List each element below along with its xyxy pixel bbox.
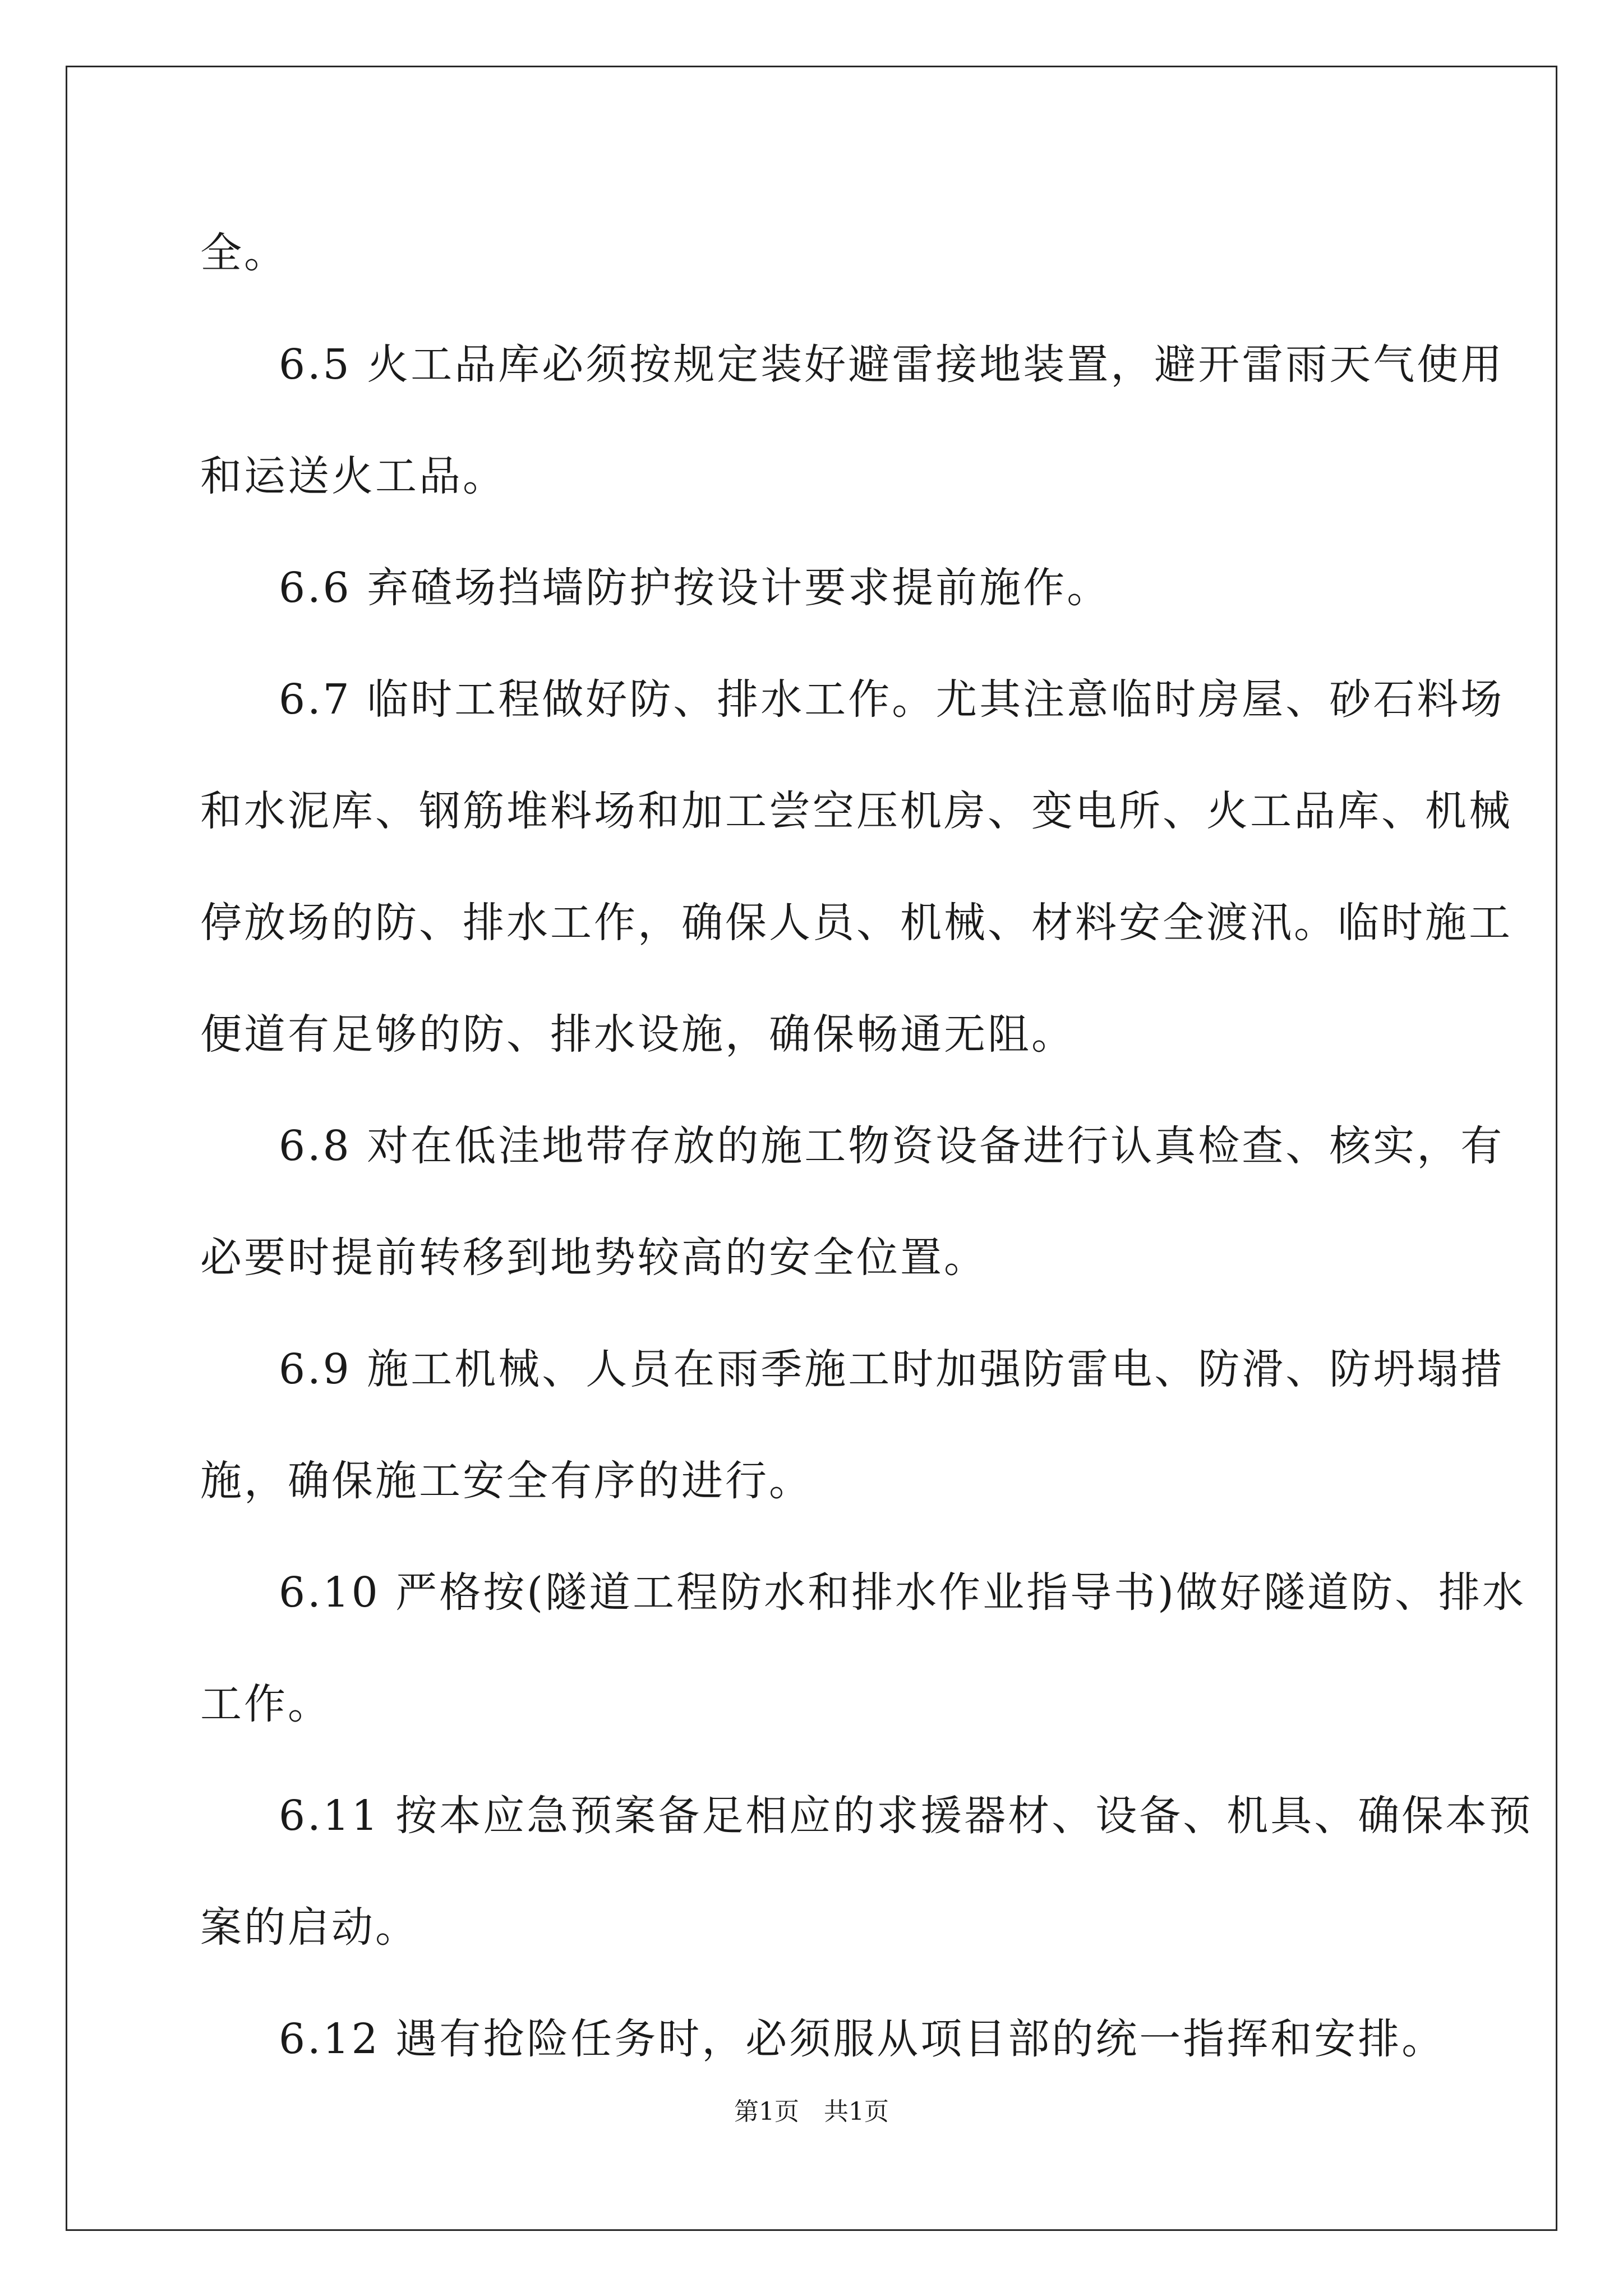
text-line: 6.7 临时工程做好防、排水工作。尤其注意临时房屋、砂石料场 [279,675,1505,724]
text-line: 6.5 火工品库必须按规定装好避雷接地装置，避开雷雨天气使用 [279,341,1505,389]
text-line: 6.9 施工机械、人员在雨季施工时加强防雷电、防滑、防坍塌措 [279,1345,1505,1393]
document-body [200,197,1533,2095]
text-line: 工作。 [200,1680,331,1728]
text-line: 和水泥库、钢筋堆料场和加工尝空压机房、变电所、火工品库、机械 [200,787,1513,835]
text-line: 6.10 严格按(隧道工程防水和排水作业指导书)做好隧道防、排水 [279,1568,1527,1617]
text-line: 施，确保施工安全有序的进行。 [200,1457,813,1505]
text-line: 和运送火工品。 [200,452,506,500]
text-line: 6.11 按本应急预案备足相应的求援器材、设备、机具、确保本预 [279,1792,1533,1840]
text-line: 必要时提前转移到地势较高的安全位置。 [200,1234,988,1282]
text-line: 6.6 弃碴场挡墙防护按设计要求提前施作。 [279,564,1111,612]
text-line: 停放场的防、排水工作，确保人员、机械、材料安全渡汛。临时施工 [200,899,1513,947]
text-line: 便道有足够的防、排水设施，确保畅通无阻。 [200,1010,1075,1059]
text-line: 全。 [200,229,288,277]
page-footer: 第1页 共1页 [734,2097,889,2126]
text-line: 6.8 对在低洼地带存放的施工物资设备进行认真检查、核实，有 [279,1122,1505,1170]
text-line: 案的启动。 [200,1903,419,1952]
text-line: 6.12 遇有抢险任务时，必须服从项目部的统一指挥和安排。 [279,2015,1446,2063]
